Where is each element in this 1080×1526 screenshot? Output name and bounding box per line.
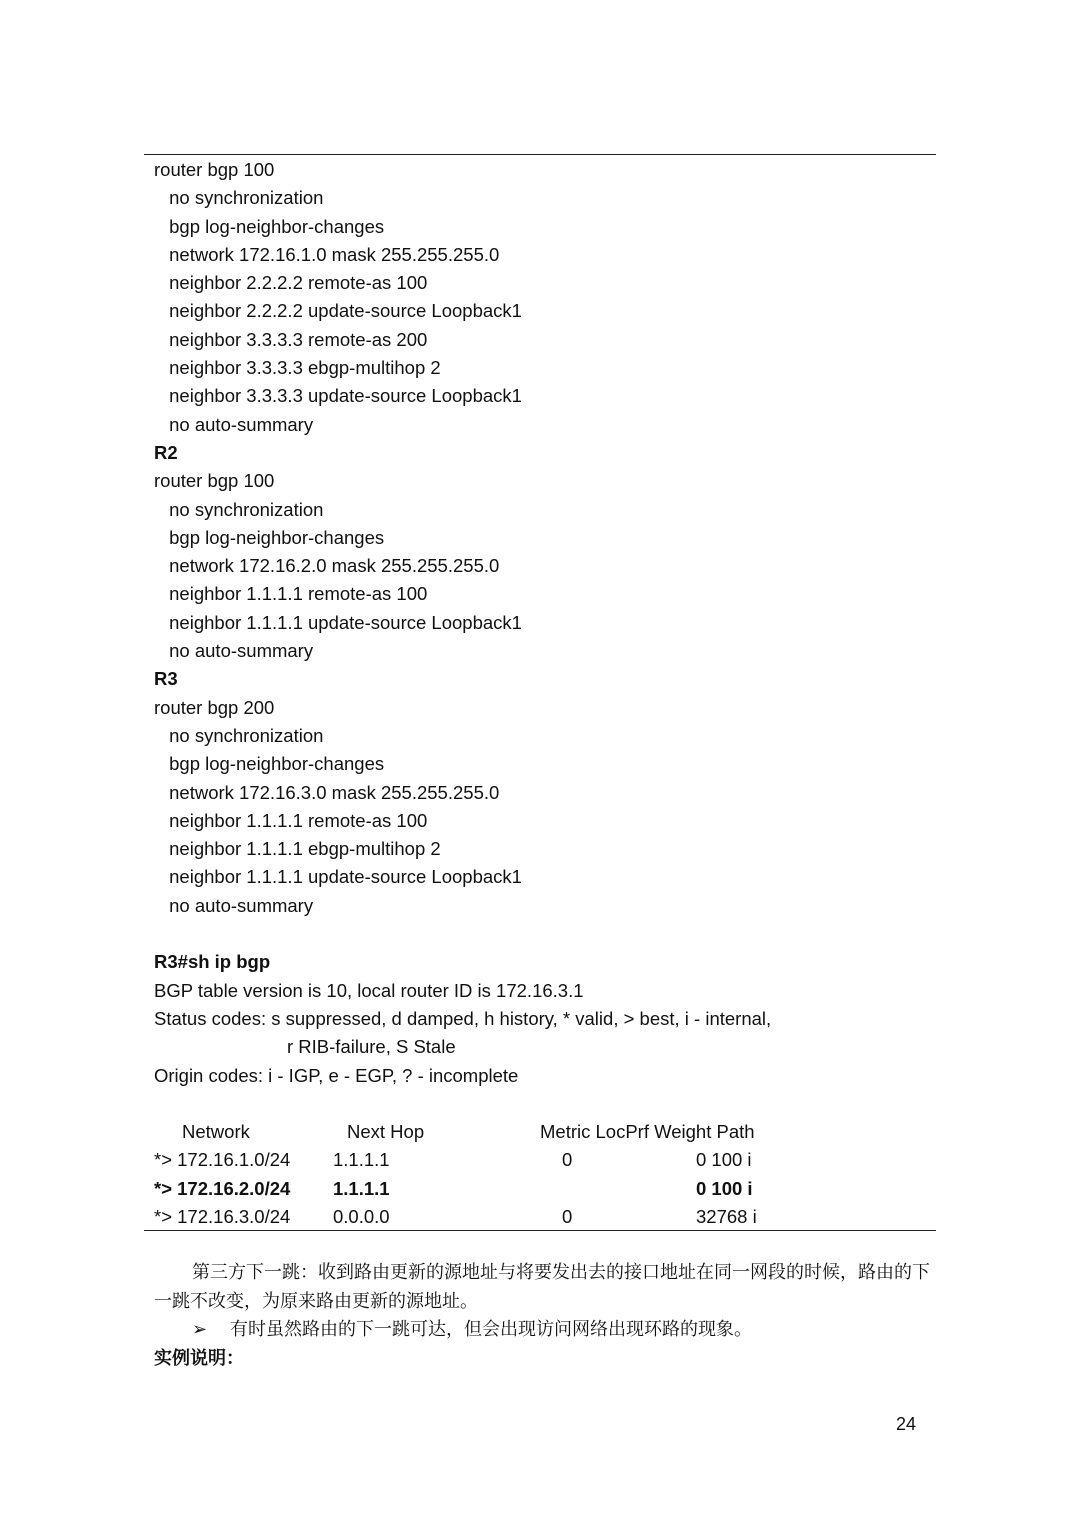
- r2-label: R2: [154, 441, 178, 463]
- table-version-line: BGP table version is 10, local router ID is 172.16.3.1: [154, 979, 584, 1001]
- r3-config-line: neighbor 1.1.1.1 update-source Loopback1: [164, 866, 522, 888]
- col-network-cell: *> 172.16.3.0/24: [154, 1205, 291, 1227]
- col-weight-path-cell: 0 100 i: [696, 1149, 752, 1171]
- r1-config-line: neighbor 3.3.3.3 remote-as 200: [164, 328, 428, 350]
- third-party-next-hop-paragraph: 第三方下一跳：收到路由更新的源地址与将要发出去的接口地址在同一网段的时候，路由的下一跳不改变，为原来路由更新的源地址。: [154, 1262, 930, 1312]
- r1-config-line: router bgp 100: [154, 159, 275, 180]
- page-number: 24: [896, 1414, 917, 1434]
- r3-config-line: neighbor 1.1.1.1 remote-as 100: [164, 809, 428, 831]
- col-network-cell: *> 172.16.1.0/24: [154, 1149, 291, 1171]
- r2-config-line: no auto-summary: [164, 640, 314, 662]
- col-next-hop-cell: 1.1.1.1: [333, 1149, 390, 1171]
- r1-config-line: bgp log-neighbor-changes: [164, 215, 385, 237]
- r3-config-line: router bgp 200: [154, 696, 275, 718]
- r2-config-line: no synchronization: [164, 498, 324, 520]
- r1-config: [154, 156, 934, 439]
- r1-config-line: no auto-summary: [164, 413, 314, 435]
- bullet-text: 有时虽然路由的下一跳可达，但会出现访问网络出现环路的现象。: [230, 1319, 752, 1340]
- r2-config-line: bgp log-neighbor-changes: [164, 526, 385, 548]
- col-network-header: Network: [182, 1121, 250, 1143]
- bottom-rule: [144, 1230, 936, 1231]
- r1-config-line: network 172.16.1.0 mask 255.255.255.0: [164, 243, 500, 265]
- col-weight-path-cell: 32768 i: [696, 1205, 757, 1227]
- r2-config: [154, 467, 934, 665]
- table-row: [154, 1175, 934, 1203]
- config-block: [154, 156, 934, 1231]
- r3-config-line: network 172.16.3.0 mask 255.255.255.0: [164, 781, 500, 803]
- table-row: [154, 1146, 934, 1174]
- r3-config: [154, 694, 934, 920]
- example-heading: 实例说明：: [154, 1347, 244, 1369]
- col-weight-path-cell: 0 100 i: [696, 1177, 753, 1199]
- col-metric-cell: 0: [562, 1149, 573, 1171]
- origin-codes-line: Origin codes: i - IGP, e - EGP, ? - incomplete: [154, 1064, 519, 1086]
- top-rule: [144, 154, 936, 155]
- r2-config-line: neighbor 1.1.1.1 update-source Loopback1: [164, 611, 522, 633]
- r3-label: R3: [154, 668, 178, 690]
- r2-config-line: network 172.16.2.0 mask 255.255.255.0: [164, 555, 500, 577]
- spacer: [154, 1090, 934, 1118]
- r1-config-line: neighbor 2.2.2.2 remote-as 100: [164, 272, 428, 294]
- r2-config-line: neighbor 1.1.1.1 remote-as 100: [164, 583, 428, 605]
- r3-config-line: no synchronization: [164, 724, 324, 746]
- r1-config-line: neighbor 3.3.3.3 ebgp-multihop 2: [164, 357, 441, 379]
- bullet-item: [154, 1316, 930, 1345]
- spacer: [154, 920, 934, 948]
- r3-config-line: neighbor 1.1.1.1 ebgp-multihop 2: [164, 838, 441, 860]
- bgp-table-body: [154, 1146, 934, 1231]
- col-next-hop-cell: 1.1.1.1: [333, 1177, 390, 1199]
- col-metric-weight-path-header: Metric LocPrf Weight Path: [540, 1121, 755, 1143]
- bullet-arrow-icon: ➢: [192, 1319, 208, 1340]
- r3-config-line: no auto-summary: [164, 894, 314, 916]
- r1-config-line: no synchronization: [164, 187, 324, 209]
- show-command: R3#sh ip bgp: [154, 951, 271, 973]
- r1-config-line: neighbor 2.2.2.2 update-source Loopback1: [164, 300, 522, 322]
- col-metric-cell: 0: [562, 1205, 573, 1227]
- r2-config-line: router bgp 100: [154, 470, 275, 492]
- r1-config-line: neighbor 3.3.3.3 update-source Loopback1: [164, 385, 522, 407]
- explanation-text: [154, 1259, 930, 1373]
- col-next-hop-cell: 0.0.0.0: [333, 1205, 390, 1227]
- col-network-cell: *> 172.16.2.0/24: [154, 1177, 291, 1199]
- col-next-hop-header: Next Hop: [347, 1121, 425, 1143]
- table-row: [154, 1203, 934, 1231]
- bgp-table-header: [154, 1118, 934, 1146]
- status-codes-line: Status codes: s suppressed, d damped, h history, * valid, > best, i - internal,: [154, 1007, 772, 1029]
- r3-config-line: bgp log-neighbor-changes: [164, 753, 385, 775]
- status-codes-cont-line: r RIB-failure, S Stale: [287, 1036, 456, 1058]
